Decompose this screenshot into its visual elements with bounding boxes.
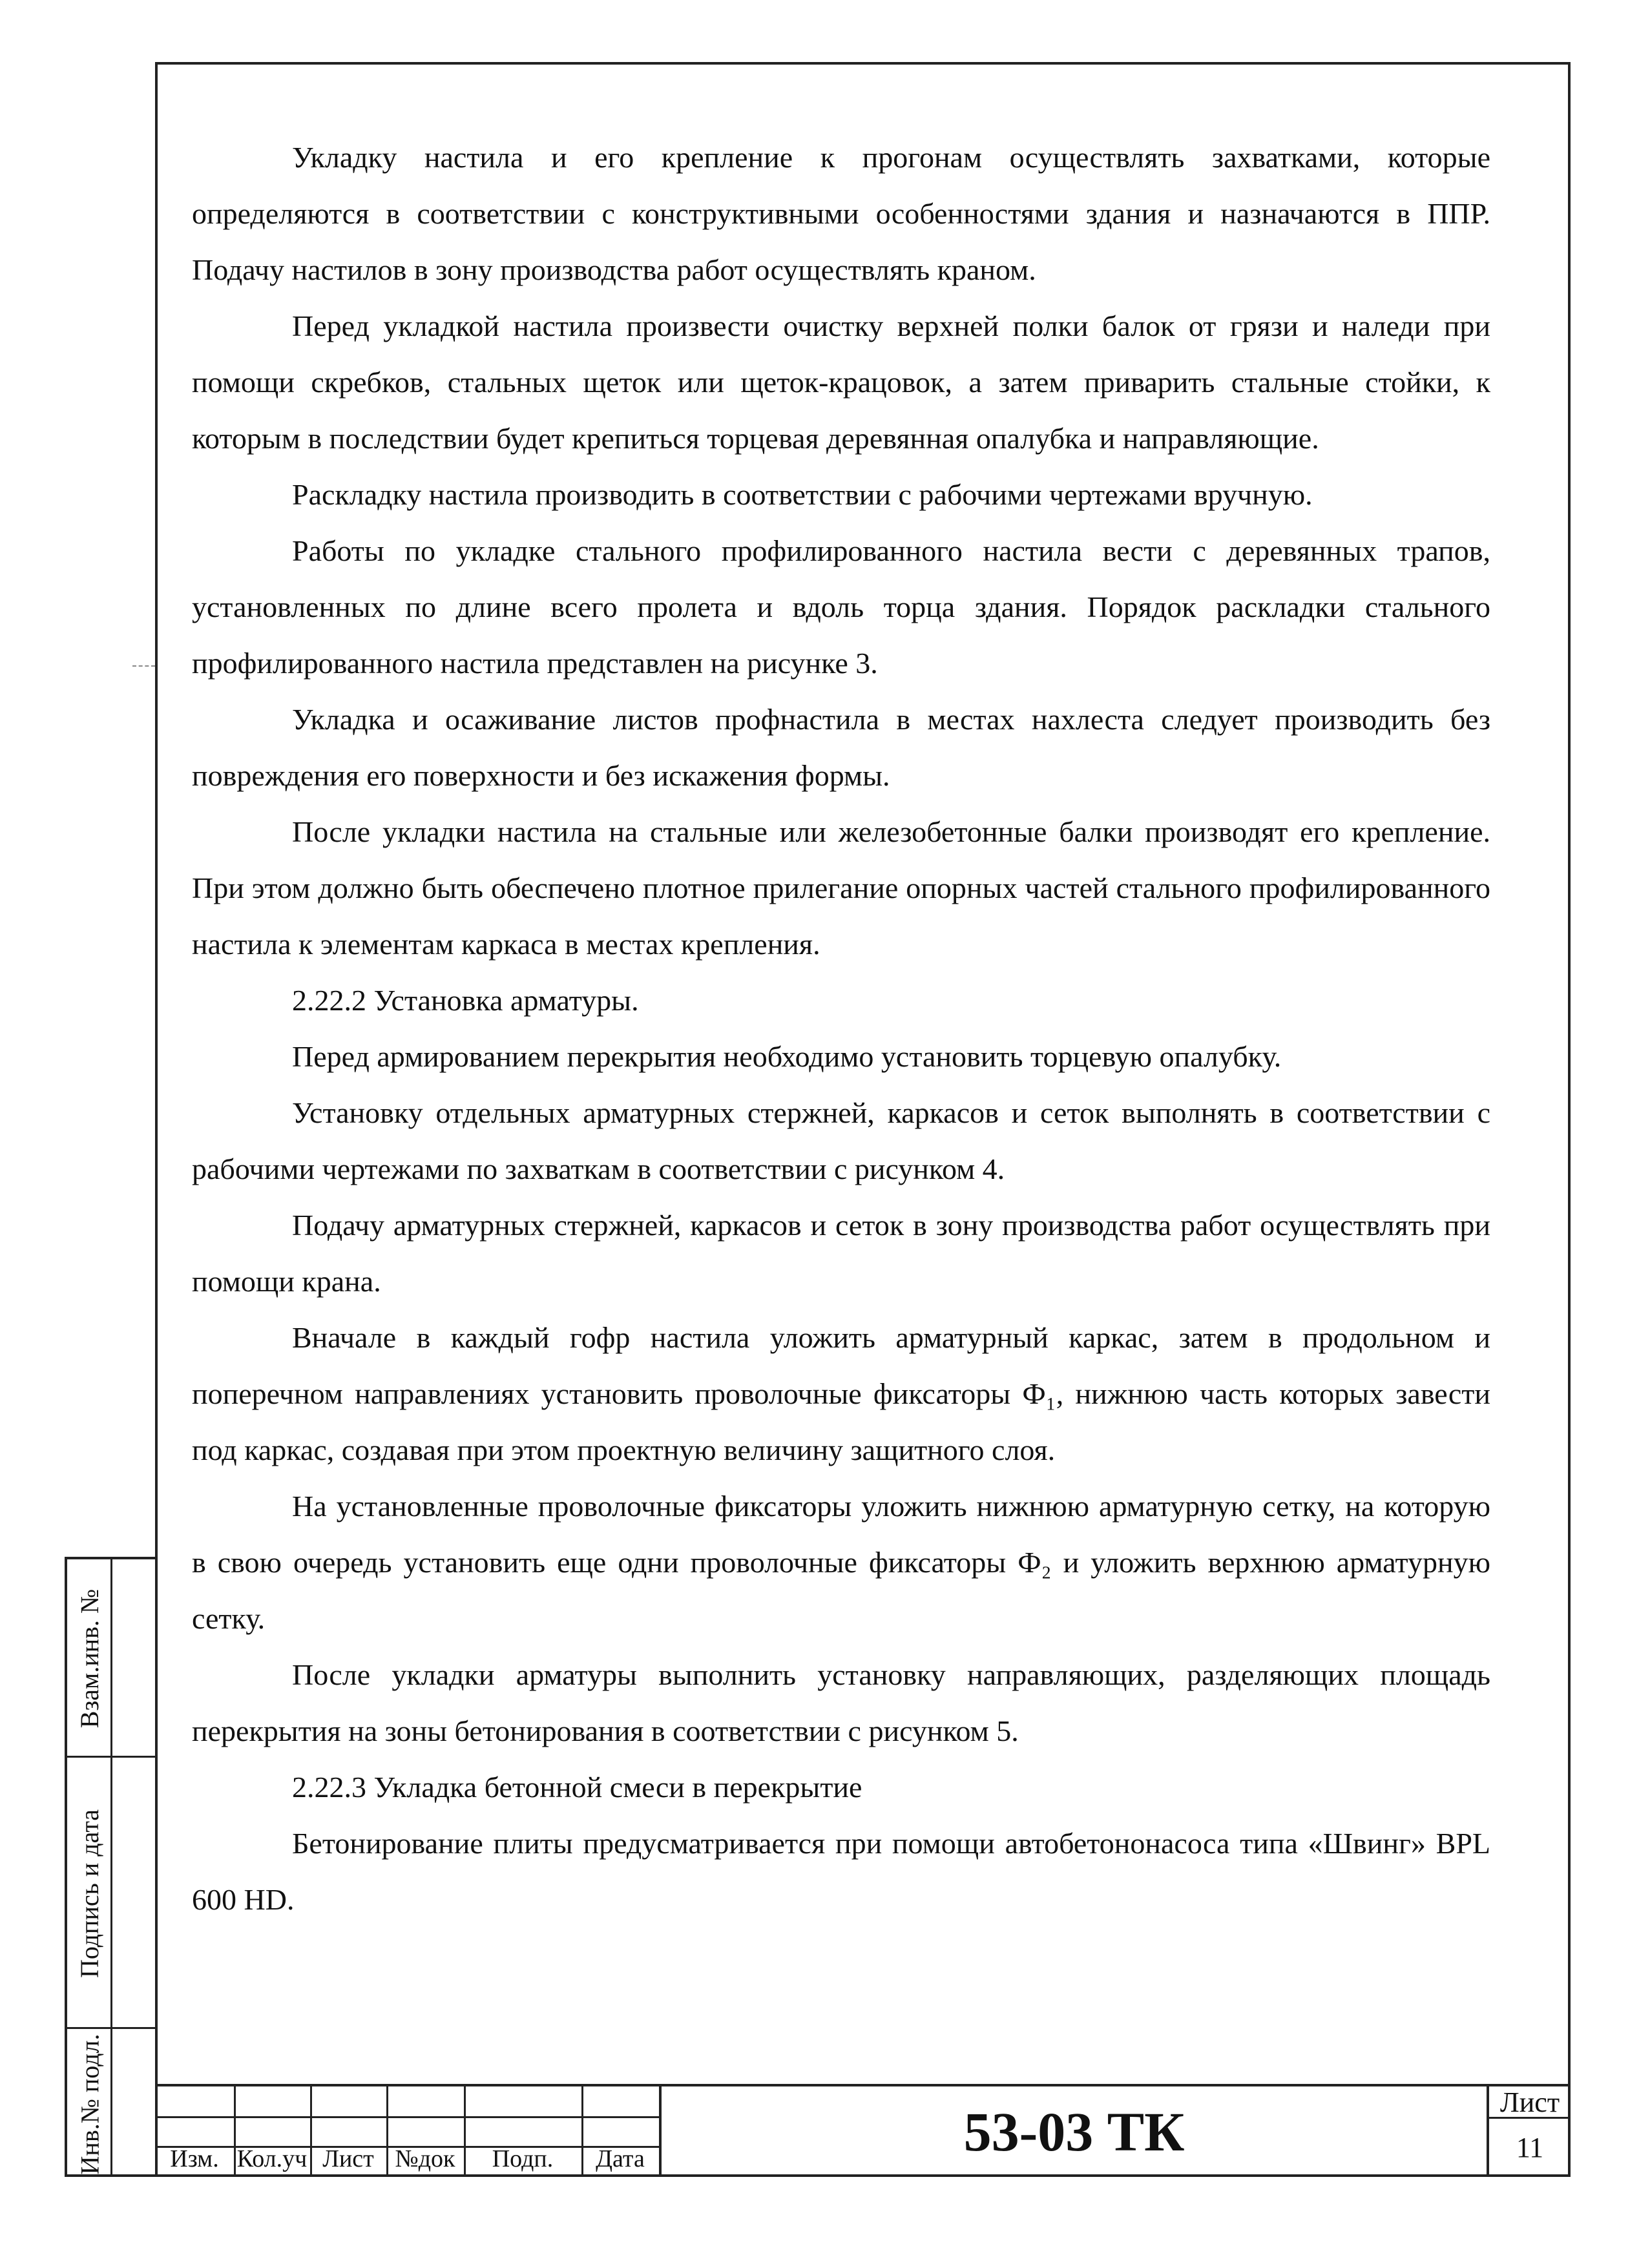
paragraph: Укладка и осаживание листов профнастила в местах нахлеста следует производить без повреждения его поверхности и без искажения формы. — [192, 703, 1490, 792]
revision-grid — [155, 2086, 659, 2177]
header-podp: Подп. — [492, 2145, 554, 2172]
document-body — [192, 129, 1490, 1928]
paragraph: Бетонирование плиты предусматривается при помощи автобетононасоса типа «Швинг» BPL 600 HD. — [192, 1827, 1490, 1916]
paragraph: После укладки арматуры выполнить установку направляющих, разделяющих площадь перекрытия на зоны бетонирования в соответствии с рисунком 5. — [192, 1658, 1490, 1747]
side-label-podpis: Подпись и дата — [75, 1809, 105, 1978]
margin-mark — [132, 665, 155, 668]
paragraph: Перед армированием перекрытия необходимо установить торцевую опалубку. — [292, 1040, 1282, 1073]
paragraph: Раскладку настила производить в соответствии с рабочими чертежами вручную. — [292, 478, 1313, 511]
side-label-inv: Инв.№ подл. — [75, 2034, 105, 2175]
title-block — [155, 2084, 1571, 2177]
paragraph: На установленные проволочные фиксаторы уложить нижнюю арматурную сетку, на которую в свою очередь установить еще одни проволочные фиксаторы Ф₂ и уложить верхнюю арматурную сетку. — [192, 1490, 1490, 1635]
grid-line — [155, 2116, 659, 2118]
section-heading: 2.22.3 Укладка бетонной смеси в перекрытие — [292, 1771, 862, 1804]
header-kol-uch: Кол.уч — [236, 2145, 308, 2172]
sheet-box — [1487, 2086, 1571, 2177]
header-ndok: №док — [395, 2145, 455, 2172]
sheet-label: Лист — [1489, 2086, 1571, 2119]
side-stamp — [65, 1557, 155, 2177]
document-code: 53-03 ТК — [659, 2086, 1487, 2177]
header-data: Дата — [596, 2145, 645, 2172]
section-heading: 2.22.2 Установка арматуры. — [292, 984, 639, 1017]
header-izm: Изм. — [170, 2145, 219, 2172]
paragraph: Подачу арматурных стержней, каркасов и сеток в зону производства работ осуществлять при помощи крана. — [192, 1209, 1490, 1298]
header-list: Лист — [322, 2145, 374, 2172]
sheet-number: 11 — [1516, 2132, 1544, 2163]
paragraph: Установку отдельных арматурных стержней, каркасов и сеток выполнять в соответствии с рабочими чертежами по захваткам в соответствии с рисунком 4. — [192, 1096, 1490, 1185]
paragraph: Работы по укладке стального профилированного настила вести с деревянных трапов, установленных по длине всего пролета и вдоль торца здания. Порядок раскладки стального профилированного настила представлен на рисунке 3. — [192, 534, 1490, 680]
paragraph: Укладку настила и его крепление к прогонам осуществлять захватками, которые определяются в соответствии с конструктивными особенностями здания и назначаются в ППР. Подачу настилов в зону производства работ осуществлять краном. — [192, 141, 1490, 286]
paragraph: Перед укладкой настила произвести очистку верхней полки балок от грязи и наледи при помощи скребков, стальных щеток или щеток-крацовок, а затем приварить стальные стойки, к которым в последствии будет крепиться торцевая деревянная опалубка и направляющие. — [192, 309, 1490, 455]
paragraph: После укладки настила на стальные или железобетонные балки производят его крепление. При этом должно быть обеспечено плотное прилегание опорных частей стального профилированного настила к элементам каркаса в местах крепления. — [192, 815, 1490, 961]
side-label-vzam: Взам.инв. № — [75, 1588, 105, 1729]
paragraph: Вначале в каждый гофр настила уложить арматурный каркас, затем в продольном и поперечном направлениях установить проволочные фиксаторы Ф₁, нижнюю часть которых завести под каркас, создавая при этом проектную величину защитного слоя. — [192, 1321, 1490, 1466]
